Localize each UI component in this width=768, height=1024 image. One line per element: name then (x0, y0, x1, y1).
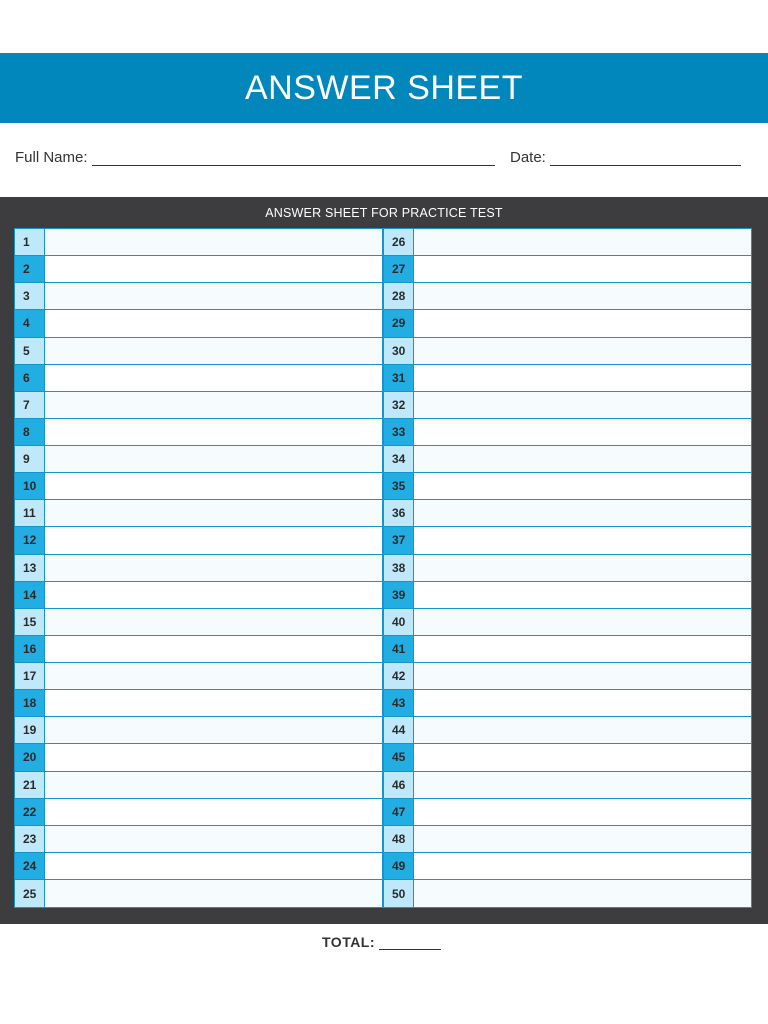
answer-cell[interactable] (414, 500, 751, 526)
question-number: 24 (15, 853, 45, 879)
question-number: 32 (384, 392, 414, 418)
question-number: 15 (15, 609, 45, 635)
answer-row (384, 717, 751, 744)
answer-row (384, 283, 751, 310)
answer-cell[interactable] (45, 826, 382, 852)
panel-title: ANSWER SHEET FOR PRACTICE TEST (265, 205, 503, 220)
answer-row (384, 446, 751, 473)
question-number: 42 (384, 663, 414, 689)
answer-row (15, 283, 382, 310)
answer-cell[interactable] (45, 229, 382, 255)
date-field (510, 140, 741, 166)
answer-row (384, 473, 751, 500)
answer-row (384, 799, 751, 826)
answer-cell[interactable] (414, 527, 751, 553)
date-label: Date: (510, 149, 546, 166)
page-title: ANSWER SHEET (244, 68, 524, 107)
question-number: 9 (15, 446, 45, 472)
question-number: 6 (15, 365, 45, 391)
answer-cell[interactable] (45, 609, 382, 635)
answer-cell[interactable] (45, 690, 382, 716)
answer-row (384, 555, 751, 582)
question-number: 25 (15, 880, 45, 907)
answer-cell[interactable] (45, 283, 382, 309)
answer-cell[interactable] (414, 310, 751, 336)
question-number: 29 (384, 310, 414, 336)
question-number: 23 (15, 826, 45, 852)
answer-panel (0, 197, 768, 924)
answer-cell[interactable] (45, 392, 382, 418)
answer-row (15, 744, 382, 771)
answer-row (15, 853, 382, 880)
question-number: 17 (15, 663, 45, 689)
full-name-field (15, 140, 495, 166)
question-number: 36 (384, 500, 414, 526)
question-number: 49 (384, 853, 414, 879)
answer-row (15, 772, 382, 799)
answer-row (384, 853, 751, 880)
answer-row (384, 582, 751, 609)
question-number: 21 (15, 772, 45, 798)
answer-row (384, 636, 751, 663)
answer-row (15, 527, 382, 554)
question-number: 18 (15, 690, 45, 716)
answer-row (384, 310, 751, 337)
answer-cell[interactable] (414, 338, 751, 364)
header-banner (0, 53, 768, 123)
answer-cell[interactable] (45, 880, 382, 907)
answer-cell[interactable] (45, 555, 382, 581)
answer-row (15, 473, 382, 500)
answer-cell[interactable] (45, 473, 382, 499)
answer-row (384, 419, 751, 446)
question-number: 40 (384, 609, 414, 635)
question-number: 50 (384, 880, 414, 907)
answer-row (15, 799, 382, 826)
answer-row (384, 527, 751, 554)
question-number: 13 (15, 555, 45, 581)
answer-cell[interactable] (45, 744, 382, 770)
answer-cell[interactable] (414, 690, 751, 716)
question-number: 30 (384, 338, 414, 364)
question-number: 3 (15, 283, 45, 309)
total-field (322, 934, 441, 950)
question-number: 19 (15, 717, 45, 743)
total-line[interactable] (379, 936, 441, 950)
answer-row (15, 609, 382, 636)
question-number: 26 (384, 229, 414, 255)
answer-row (384, 338, 751, 365)
question-number: 1 (15, 229, 45, 255)
question-number: 11 (15, 500, 45, 526)
question-number: 33 (384, 419, 414, 445)
full-name-label: Full Name: (15, 149, 88, 166)
question-number: 22 (15, 799, 45, 825)
question-number: 28 (384, 283, 414, 309)
answer-cell[interactable] (45, 256, 382, 282)
answer-row (15, 310, 382, 337)
total-label: TOTAL: (322, 934, 376, 950)
question-number: 20 (15, 744, 45, 770)
answer-row (384, 609, 751, 636)
answer-row (15, 690, 382, 717)
answer-column-right (383, 228, 752, 908)
answer-row (15, 365, 382, 392)
question-number: 16 (15, 636, 45, 662)
question-number: 27 (384, 256, 414, 282)
answer-cell[interactable] (414, 799, 751, 825)
answer-row (384, 772, 751, 799)
question-number: 43 (384, 690, 414, 716)
answer-row (384, 392, 751, 419)
question-number: 37 (384, 527, 414, 553)
answer-cell[interactable] (45, 717, 382, 743)
question-number: 7 (15, 392, 45, 418)
question-number: 38 (384, 555, 414, 581)
answer-row (384, 256, 751, 283)
answer-row (15, 392, 382, 419)
answer-cell[interactable] (414, 555, 751, 581)
answer-cell[interactable] (45, 365, 382, 391)
answer-cell[interactable] (414, 636, 751, 662)
answer-row (15, 663, 382, 690)
answer-cell[interactable] (45, 853, 382, 879)
question-number: 31 (384, 365, 414, 391)
answer-cell[interactable] (414, 717, 751, 743)
answer-cell[interactable] (414, 744, 751, 770)
question-number: 14 (15, 582, 45, 608)
answer-cell[interactable] (414, 853, 751, 879)
answer-row (15, 582, 382, 609)
full-name-line[interactable] (92, 148, 495, 166)
question-number: 45 (384, 744, 414, 770)
answer-cell[interactable] (45, 500, 382, 526)
answer-row (15, 826, 382, 853)
question-number: 10 (15, 473, 45, 499)
answer-cell[interactable] (414, 446, 751, 472)
question-number: 4 (15, 310, 45, 336)
answer-cell[interactable] (45, 663, 382, 689)
answer-cell[interactable] (45, 772, 382, 798)
answer-row (15, 500, 382, 527)
answer-cell[interactable] (45, 527, 382, 553)
answer-cell[interactable] (45, 338, 382, 364)
answer-row (15, 555, 382, 582)
question-number: 35 (384, 473, 414, 499)
answer-cell[interactable] (45, 582, 382, 608)
answer-row (15, 419, 382, 446)
question-number: 44 (384, 717, 414, 743)
answer-cell[interactable] (414, 392, 751, 418)
question-number: 47 (384, 799, 414, 825)
answer-row (15, 446, 382, 473)
answer-cell[interactable] (414, 826, 751, 852)
answer-cell[interactable] (414, 473, 751, 499)
answer-row (384, 500, 751, 527)
answer-row (15, 636, 382, 663)
answer-row (15, 256, 382, 283)
question-number: 5 (15, 338, 45, 364)
answer-cell[interactable] (414, 283, 751, 309)
question-number: 41 (384, 636, 414, 662)
answer-cell[interactable] (45, 446, 382, 472)
answer-cell[interactable] (45, 310, 382, 336)
answer-cell[interactable] (414, 880, 751, 907)
answer-row (384, 880, 751, 907)
answer-cell[interactable] (45, 799, 382, 825)
question-number: 34 (384, 446, 414, 472)
date-line[interactable] (550, 148, 741, 166)
question-number: 48 (384, 826, 414, 852)
answer-row (384, 229, 751, 256)
answer-row (384, 365, 751, 392)
answer-row (15, 880, 382, 907)
answer-cell[interactable] (414, 229, 751, 255)
question-number: 2 (15, 256, 45, 282)
answer-cell[interactable] (414, 419, 751, 445)
question-number: 8 (15, 419, 45, 445)
answer-column-left (14, 228, 383, 908)
answer-cell[interactable] (414, 663, 751, 689)
answer-cell[interactable] (414, 582, 751, 608)
question-number: 12 (15, 527, 45, 553)
answer-cell[interactable] (414, 365, 751, 391)
question-number: 39 (384, 582, 414, 608)
answer-row (384, 744, 751, 771)
answer-row (15, 717, 382, 744)
answer-cell[interactable] (414, 609, 751, 635)
answer-cell[interactable] (45, 636, 382, 662)
answer-cell[interactable] (45, 419, 382, 445)
answer-row (15, 229, 382, 256)
answer-row (384, 826, 751, 853)
answer-cell[interactable] (414, 772, 751, 798)
answer-row (15, 338, 382, 365)
answer-cell[interactable] (414, 256, 751, 282)
answer-row (384, 663, 751, 690)
question-number: 46 (384, 772, 414, 798)
answer-row (384, 690, 751, 717)
